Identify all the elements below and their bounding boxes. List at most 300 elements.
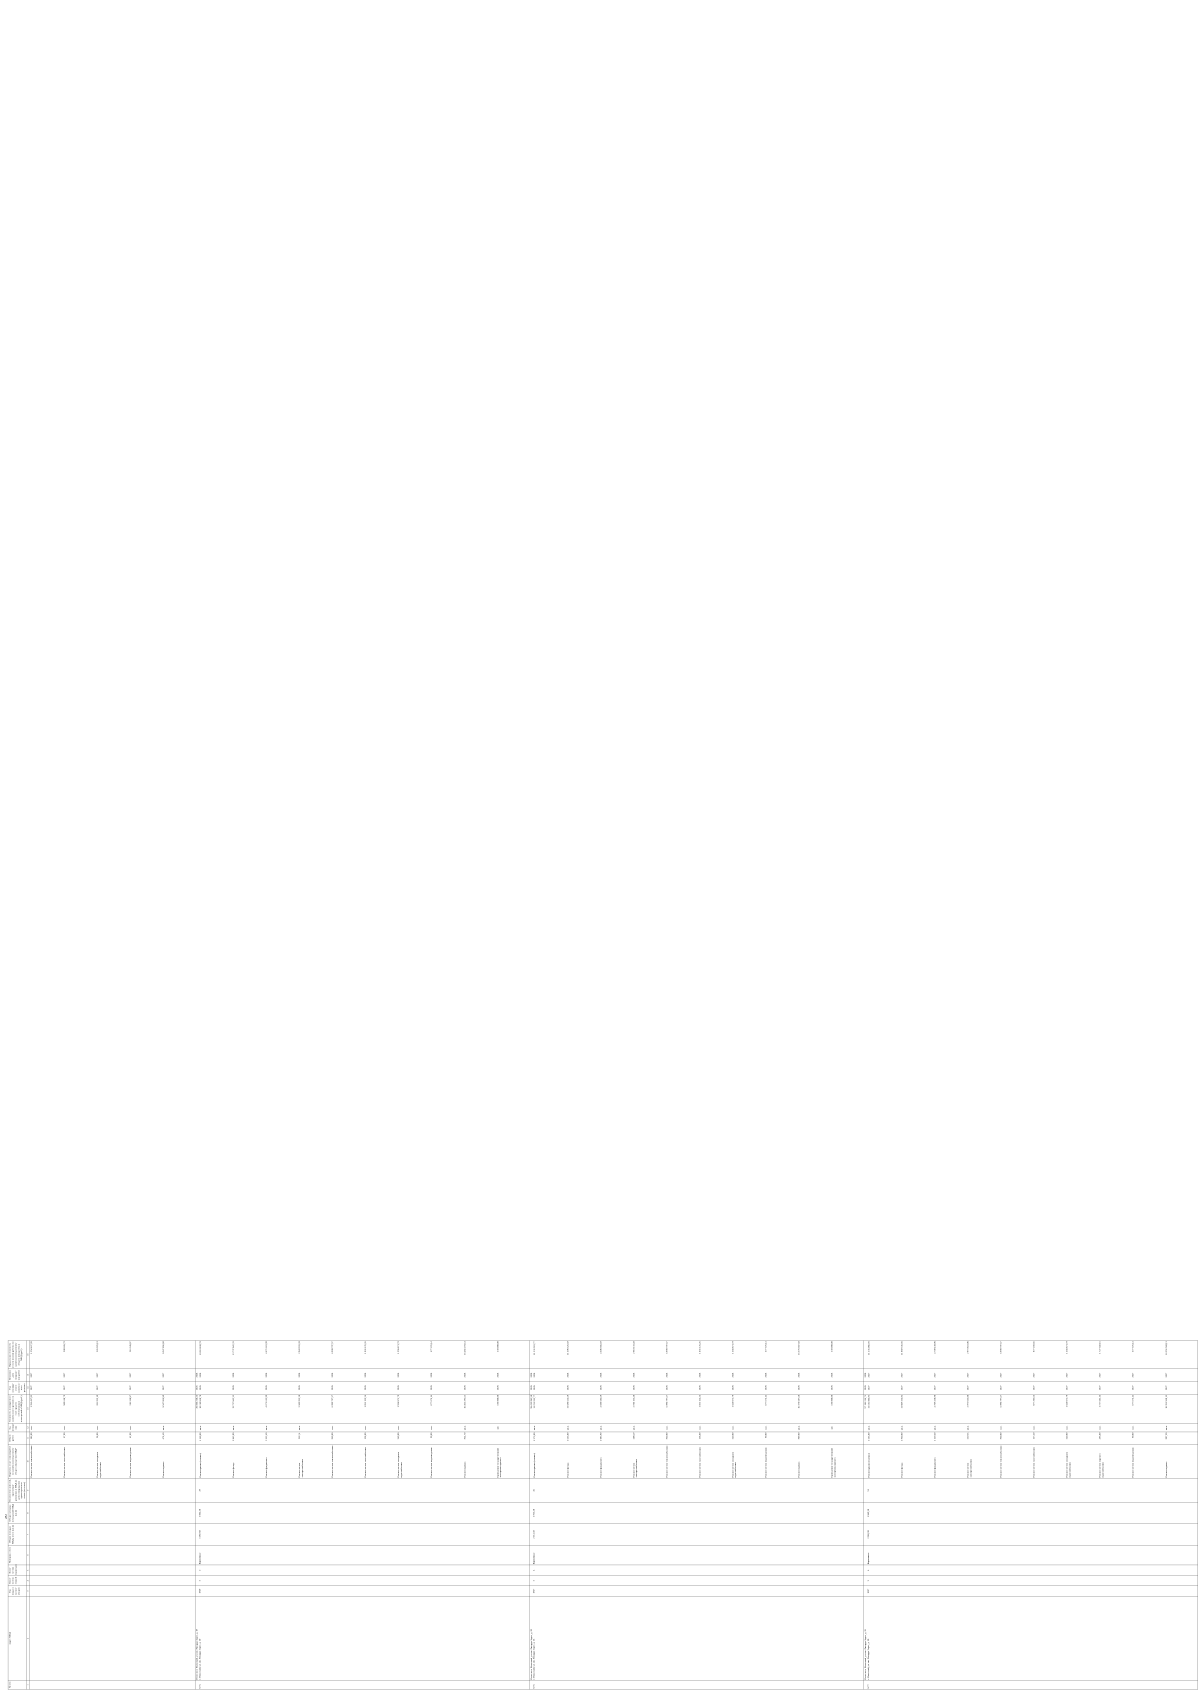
work-limit-cost: 265 925,19	[96, 1341, 99, 1352]
cell	[529, 1369, 863, 1381]
residents: 45	[532, 1489, 536, 1492]
work-unit: кв.м.	[966, 1425, 970, 1431]
column-number: 16	[27, 1341, 30, 1369]
work-unit: п.м.	[1065, 1425, 1069, 1430]
work-limit-cost: 6 990 797,57	[331, 1341, 334, 1354]
cell	[29, 1381, 195, 1394]
work-unit: кв.м.	[298, 1425, 301, 1431]
work-year: 2027	[1131, 1385, 1135, 1391]
cell	[195, 1341, 529, 1369]
work-limit-cost: 1 558 871,79	[731, 1341, 735, 1354]
work-name: Ремонт систем теплоснабжения	[665, 1445, 668, 1478]
cell	[29, 1586, 195, 1597]
cell	[29, 1369, 195, 1381]
work-volume: 2 129,50	[933, 1432, 937, 1441]
cell	[529, 1341, 863, 1369]
work-volume: 340,00	[397, 1432, 400, 1440]
work-end-date: 2028	[430, 1372, 433, 1378]
work-year: 2028	[830, 1385, 834, 1391]
cell	[529, 1502, 863, 1523]
column-header: Материал стен	[8, 1545, 27, 1565]
work-volume: 90,00	[764, 1432, 768, 1439]
work-limit-cost: 2 949 933,20	[298, 1341, 301, 1354]
address: г. Волжский, ул. им. Рихарда Зорге, д. 26	[532, 1638, 536, 1680]
work-year: 2027	[1098, 1385, 1102, 1391]
work-name: Ремонт систем холодного водоснабжения	[1065, 1451, 1071, 1478]
cell	[863, 1423, 1197, 1432]
column-header: Количество жителей, зарегистри-рованных в МКД на дату утверждения краткосрочного плана (человек)	[8, 1479, 26, 1502]
total-year: 2026	[195, 1385, 199, 1391]
column-header: Год ввода в эксплу-атацию	[8, 1586, 27, 1597]
column-number: 6	[27, 1545, 30, 1565]
column-header: Объем работ	[8, 1432, 27, 1444]
work-unit: кв.м.	[797, 1425, 801, 1431]
cell	[529, 1478, 863, 1502]
work-unit: кв.м.	[933, 1425, 937, 1431]
work-year: 2027	[1164, 1385, 1168, 1391]
work-cost: 1 031 125,26	[364, 1394, 367, 1408]
work-end-date: 2027	[1032, 1372, 1036, 1378]
work-volume: 2 112,40	[265, 1432, 268, 1441]
work-name: Ремонт систем водоотведения	[129, 1447, 132, 1478]
work-end-date: 2028	[731, 1372, 735, 1378]
work-volume: 960,00	[331, 1432, 334, 1440]
work-limit-cost: 500 618,79	[63, 1341, 66, 1352]
work-year: 2027	[29, 1385, 33, 1391]
work-cost: 1 558 871,79	[397, 1394, 400, 1408]
work-year: 2027	[1032, 1385, 1036, 1391]
column-number: 14	[27, 1381, 30, 1394]
work-limit-cost: 677 676,14	[764, 1341, 768, 1352]
work-end-date: 2027	[1098, 1372, 1102, 1378]
cell	[863, 1341, 1197, 1369]
work-cost: 2 949 933,20	[298, 1394, 301, 1408]
work-name: Ремонт фундамента	[599, 1457, 602, 1478]
table-body	[29, 1341, 1197, 1690]
cell	[863, 1381, 1197, 1394]
year: 1957	[532, 1588, 536, 1594]
rotated-page	[0, 1333, 1168, 1697]
column-header: Стоимость планируемого капитального ремонта за счет средств собственников помещений в МКД (руб.)	[8, 1394, 27, 1423]
work-end-date: 2028	[764, 1372, 768, 1378]
total-end-date: 2028	[195, 1372, 199, 1378]
work-volume: 495,00	[1098, 1432, 1102, 1440]
work-cost: 4 671 613,99	[265, 1394, 268, 1408]
work-name: Ремонт систем газоснабжения	[63, 1447, 66, 1478]
cell	[195, 1565, 529, 1576]
work-cost: 1 558 871,79	[1065, 1394, 1069, 1408]
work-volume: 909,00	[797, 1432, 801, 1440]
work-volume: 58,00	[96, 1432, 99, 1439]
cell	[863, 1680, 1197, 1689]
work-name: Ремонт систем водоотведения	[764, 1447, 768, 1478]
work-volume: 1 160,00	[199, 1432, 202, 1441]
work-limit-cost: 316 248,87	[129, 1341, 132, 1352]
work-cost: 130 000,00	[830, 1394, 834, 1406]
work-limit-cost: 130 000,00	[496, 1341, 499, 1352]
work-year: 2028	[364, 1385, 367, 1391]
work-end-date: 2028	[265, 1372, 268, 1378]
column-number: 4	[27, 1576, 30, 1586]
work-limit-cost: 11 135 086,93	[867, 1341, 871, 1355]
work-end-date: 2028	[698, 1372, 701, 1378]
work-cost: 11 135 086,93	[867, 1394, 871, 1409]
area-total: 2 083,90	[866, 1530, 870, 1539]
work-limit-cost: 4 608 585,69	[599, 1341, 602, 1354]
material: Кирпичные	[198, 1552, 201, 1565]
work-volume: 1 960,00	[900, 1432, 904, 1441]
material: Кирпичные	[532, 1552, 536, 1565]
work-end-date: 2027	[966, 1372, 970, 1378]
item-number: 8.75.	[198, 1683, 201, 1689]
column-number: 1	[27, 1680, 30, 1689]
work-name: Ремонт систем электроснабжения	[298, 1459, 304, 1478]
work-volume: 1 843,00	[232, 1432, 235, 1441]
work-unit: п.м.	[430, 1425, 433, 1430]
work-name: Ремонт систем теплоснабжения	[999, 1445, 1003, 1478]
cell	[29, 1444, 195, 1478]
cell	[195, 1524, 529, 1545]
work-unit: кв.м.	[265, 1425, 268, 1431]
work-year: 2028	[698, 1385, 701, 1391]
cell	[29, 1423, 195, 1432]
work-year: 2028	[430, 1385, 433, 1391]
total-end-date: 2028	[529, 1372, 533, 1378]
work-cost: 13 737 842,33	[232, 1394, 235, 1409]
work-volume: 1 265,00	[867, 1432, 871, 1441]
work-cost: 6 990 797,57	[999, 1394, 1003, 1408]
cell	[195, 1423, 529, 1432]
cell	[195, 1444, 529, 1478]
work-end-date: 2028	[364, 1372, 367, 1378]
cell	[863, 1545, 1197, 1565]
work-cost: 677 676,14	[1131, 1394, 1135, 1406]
work-limit-cost: 1 727 502,16	[1098, 1341, 1102, 1354]
work-end-date: 2028	[397, 1372, 400, 1378]
work-volume: 1 556,00	[566, 1432, 569, 1441]
cell	[195, 1576, 529, 1586]
work-name: Ремонт фасада	[232, 1462, 235, 1478]
work-volume: 186,00	[29, 1432, 33, 1440]
work-cost: 877 203,66	[1032, 1394, 1036, 1406]
work-end-date: 2027	[867, 1372, 871, 1378]
work-name: Ремонт фасада	[566, 1462, 569, 1478]
work-volume: 914,70	[463, 1432, 466, 1440]
work-end-date: 2028	[331, 1372, 334, 1378]
work-name: Ремонт подвала	[463, 1461, 466, 1478]
work-name: Ремонт систем электроснабжения	[966, 1459, 972, 1478]
work-volume: 2112,4	[298, 1432, 301, 1440]
work-unit: п.м.	[1131, 1425, 1135, 1430]
total-cost: 57 116 216,71	[864, 1394, 867, 1409]
item-number: 8.77.	[866, 1683, 870, 1689]
total-label: Итого по г. Волжский, ул. им. Рихарда Зорге, д. 26	[864, 1629, 867, 1680]
work-limit-cost: 1 558 871,79	[1065, 1341, 1069, 1354]
work-cost: 6 990 797,57	[331, 1394, 334, 1408]
work-end-date: 2027	[999, 1372, 1003, 1378]
work-volume: 1 276,00	[533, 1432, 536, 1441]
column-number: 10	[27, 1444, 30, 1478]
work-cost: 677 676,14	[430, 1394, 433, 1406]
work-cost: 2 973 813,08	[966, 1394, 970, 1408]
column-number: 7	[27, 1524, 30, 1545]
work-year: 2028	[533, 1385, 536, 1391]
work-unit: кв.м.	[566, 1425, 569, 1431]
column-header: Коли-чество подъездов	[8, 1565, 27, 1576]
work-year: 2028	[632, 1385, 635, 1391]
work-cost: 2 910 133,40	[632, 1394, 635, 1408]
cell	[863, 1369, 1197, 1381]
work-limit-cost: 13 737 842,33	[232, 1341, 235, 1355]
column-number: 15	[27, 1369, 30, 1381]
cell	[863, 1502, 1197, 1523]
work-name: Ремонт крыши (скатная)	[867, 1452, 871, 1478]
work-limit-cost: 16 351 560,13	[1164, 1341, 1168, 1355]
work-volume: 90,00	[1131, 1432, 1135, 1439]
work-cost: 11 231 913,77	[533, 1394, 536, 1409]
address: г. Волжский, ул. им. Рихарда Зорге, д. 20	[198, 1638, 201, 1680]
cell	[195, 1680, 529, 1689]
column-header: Предельная стоимость услуги и (или) работы по капитальному ремонту общего имущества в МКД (руб.)	[8, 1341, 27, 1369]
house-row	[195, 1341, 529, 1690]
work-unit: п.м.	[999, 1425, 1003, 1430]
work-year: 2028	[496, 1385, 499, 1391]
work-end-date: 2028	[199, 1372, 202, 1378]
floors: 3	[532, 1580, 536, 1582]
work-end-date: 2028	[566, 1372, 569, 1378]
total-cost: 28 180 210,26	[195, 1394, 199, 1409]
column-number: 12	[27, 1423, 30, 1432]
column-number: 3	[27, 1586, 30, 1597]
cell	[863, 1565, 1197, 1576]
column-number: 11	[27, 1432, 30, 1444]
work-name: Проведение государственной экспертизы проекта	[496, 1448, 502, 1478]
work-cost: 316 248,87	[129, 1394, 132, 1406]
work-unit: кв.м.	[599, 1425, 602, 1431]
work-volume: 907,50	[1164, 1432, 1168, 1440]
cell	[863, 1597, 1197, 1681]
work-end-date: 2028	[599, 1372, 602, 1378]
work-volume: 960,00	[665, 1432, 668, 1440]
address: г. Волжский, ул. им. Рихарда Зорге, д. 30	[866, 1638, 870, 1680]
column-header: Ед. измере-ния	[8, 1423, 27, 1432]
work-volume: 90,00	[430, 1432, 433, 1439]
work-volume: 67,00	[63, 1432, 66, 1439]
work-cost: 16 378 587,50	[797, 1394, 801, 1409]
work-name: Ремонт систем водоотведения	[1131, 1447, 1135, 1478]
work-year: 2028	[764, 1385, 768, 1391]
cell	[29, 1524, 195, 1545]
work-end-date: 2028	[830, 1372, 834, 1378]
cell	[195, 1597, 529, 1681]
column-number: 8	[27, 1502, 30, 1523]
column-header: Адрес МКД	[8, 1597, 27, 1681]
work-year: 2027	[867, 1385, 871, 1391]
work-year: 2028	[665, 1385, 668, 1391]
work-year: 2028	[199, 1385, 202, 1391]
work-name: Ремонт систем теплоснабжения	[29, 1445, 33, 1478]
cell	[529, 1565, 863, 1576]
work-volume: 2129,5	[966, 1432, 970, 1440]
work-unit: кв.м.	[533, 1425, 536, 1431]
item-number: 8.76.	[532, 1683, 536, 1689]
work-name: Ремонт крыши (скатная)	[533, 1452, 536, 1478]
area-total: 1 087,80	[198, 1530, 201, 1539]
house-row	[529, 1341, 863, 1690]
work-limit-cost: 16 378 587,50	[797, 1341, 801, 1355]
work-year: 2027	[900, 1385, 904, 1391]
work-year: 2028	[463, 1385, 466, 1391]
work-limit-cost: 6 990 797,57	[665, 1341, 668, 1354]
work-limit-cost: 130 000,00	[830, 1341, 834, 1352]
cell	[29, 1545, 195, 1565]
work-volume: 42,00	[129, 1432, 132, 1439]
entrances: 2	[198, 1569, 201, 1571]
work-limit-cost: 4 709 430,98	[933, 1341, 937, 1354]
work-limit-cost: 677 676,14	[1131, 1341, 1135, 1352]
work-end-date: 2027	[1065, 1372, 1069, 1378]
work-limit-cost: 11 889 336,94	[900, 1341, 904, 1355]
cell	[29, 1502, 195, 1523]
work-year: 2028	[566, 1385, 569, 1391]
work-cost: 4 709 430,98	[933, 1394, 937, 1408]
work-year: 2028	[397, 1385, 400, 1391]
work-limit-cost: 11 598 525,59	[566, 1341, 569, 1355]
work-limit-cost: 1 558 871,79	[397, 1341, 400, 1354]
work-limit-cost: 11 231 913,77	[533, 1341, 536, 1355]
work-end-date: 2028	[298, 1372, 301, 1378]
entrances: 4	[532, 1569, 536, 1571]
work-name: Ремонт систем газоснабжения	[364, 1447, 367, 1478]
work-end-date: 2028	[463, 1372, 466, 1378]
year: 1959	[198, 1588, 201, 1594]
work-unit: п.м.	[665, 1425, 668, 1430]
work-year: 2028	[265, 1385, 268, 1391]
total-cost: 58 439 982,50	[529, 1394, 533, 1409]
work-year: 2027	[1065, 1385, 1069, 1391]
cell	[529, 1597, 863, 1681]
work-year: 2028	[331, 1385, 334, 1391]
work-year: 2027	[999, 1385, 1003, 1391]
work-volume: 138,00	[364, 1432, 367, 1440]
residents: 29	[198, 1489, 201, 1492]
work-year: 2027	[162, 1385, 165, 1391]
work-cost: 1 354 467,03	[29, 1394, 33, 1408]
work-end-date: 2028	[232, 1372, 235, 1378]
entrances: 4	[866, 1569, 870, 1571]
work-end-date: 2027	[29, 1372, 33, 1378]
work-limit-cost: 16 481 291,51	[463, 1341, 466, 1355]
work-unit: кв.м.	[1164, 1425, 1168, 1431]
work-name: Ремонт систем водоотведения	[430, 1447, 433, 1478]
work-name: Ремонт систем электроснабжения	[632, 1459, 638, 1478]
work-name: Ремонт систем холодного водоснабжения	[731, 1451, 737, 1478]
work-year: 2027	[96, 1385, 99, 1391]
column-header: Перечень услуг и (или) работ по капитальному ремонту общего имущества МКД*	[8, 1444, 27, 1478]
column-header: № п/п	[8, 1680, 27, 1689]
column-number: 13	[27, 1394, 30, 1423]
floors: 3	[866, 1580, 870, 1582]
work-cost: 6 990 797,57	[665, 1394, 668, 1408]
cell	[529, 1680, 863, 1689]
work-volume: 340,00	[731, 1432, 735, 1440]
cell	[29, 1341, 195, 1369]
work-name: Ремонт фундамента	[933, 1457, 937, 1478]
work-limit-cost: 1 031 125,26	[364, 1341, 367, 1354]
work-name: Ремонт подвала	[162, 1461, 165, 1478]
work-volume: 340,00	[1065, 1432, 1069, 1440]
work-limit-cost: 2 910 133,40	[632, 1341, 635, 1354]
area-premises: 1 889,30	[866, 1508, 870, 1518]
work-volume: 2 083,90	[599, 1432, 602, 1441]
floors: 3	[198, 1580, 201, 1582]
year: 1957	[866, 1588, 870, 1594]
work-unit: п.м.	[63, 1425, 66, 1430]
cell	[863, 1444, 1197, 1478]
work-unit: п.м.	[331, 1425, 334, 1430]
work-year: 2027	[63, 1385, 66, 1391]
cell	[529, 1444, 863, 1478]
work-year: 2028	[232, 1385, 235, 1391]
material: Кирпичные	[866, 1552, 870, 1565]
work-end-date: 2027	[900, 1372, 904, 1378]
column-number: 9	[27, 1478, 30, 1502]
work-volume: 2083,9	[632, 1432, 635, 1440]
work-unit: шт.	[830, 1426, 834, 1430]
work-limit-cost: 8 547 856,89	[162, 1341, 165, 1354]
work-name: Ремонт подвала	[797, 1461, 801, 1478]
work-year: 2027	[933, 1385, 937, 1391]
cell	[863, 1586, 1197, 1597]
work-unit: п.м.	[1032, 1425, 1036, 1430]
work-name: Ремонт фасада	[900, 1462, 904, 1478]
cell	[195, 1432, 529, 1444]
work-unit: п.м.	[698, 1425, 701, 1430]
work-volume: 474,40	[162, 1432, 165, 1440]
work-volume	[831, 1433, 863, 1444]
work-end-date: 2028	[632, 1372, 635, 1378]
work-cost: 16 481 291,51	[463, 1394, 466, 1409]
cell	[529, 1381, 863, 1394]
cell	[195, 1394, 529, 1423]
total-end-date: 2028	[864, 1372, 867, 1378]
work-volume: 138,00	[698, 1432, 701, 1440]
work-limit-cost: 1 031 125,26	[698, 1341, 701, 1354]
area-premises: 1 004,30	[198, 1508, 201, 1518]
page-number: 282	[4, 1514, 8, 1519]
work-cost: 8 547 856,89	[162, 1394, 165, 1408]
work-name: Ремонт систем теплоснабжения	[331, 1445, 334, 1478]
cell	[29, 1394, 195, 1423]
column-header: Коли-чество этажей	[8, 1576, 27, 1586]
work-limit-cost: 1 354 467,03	[29, 1341, 33, 1354]
cell	[195, 1586, 529, 1597]
work-limit-cost: 2 973 813,08	[966, 1341, 970, 1354]
cell	[529, 1423, 863, 1432]
work-year: 2028	[298, 1385, 301, 1391]
work-year: 2027	[966, 1385, 970, 1391]
work-cost: 11 889 336,94	[900, 1394, 904, 1409]
work-year: 2028	[731, 1385, 735, 1391]
work-end-date: 2027	[933, 1372, 937, 1378]
work-end-date: 2028	[665, 1372, 668, 1378]
house-row	[863, 1341, 1197, 1690]
work-end-date: 2028	[797, 1372, 801, 1378]
work-unit: шт.	[496, 1426, 499, 1430]
work-name: Ремонт подвала	[1164, 1461, 1168, 1478]
column-header: Общая площадь помещений МКД (кв.м)	[8, 1502, 27, 1523]
work-limit-cost: 4 671 613,99	[265, 1341, 268, 1354]
